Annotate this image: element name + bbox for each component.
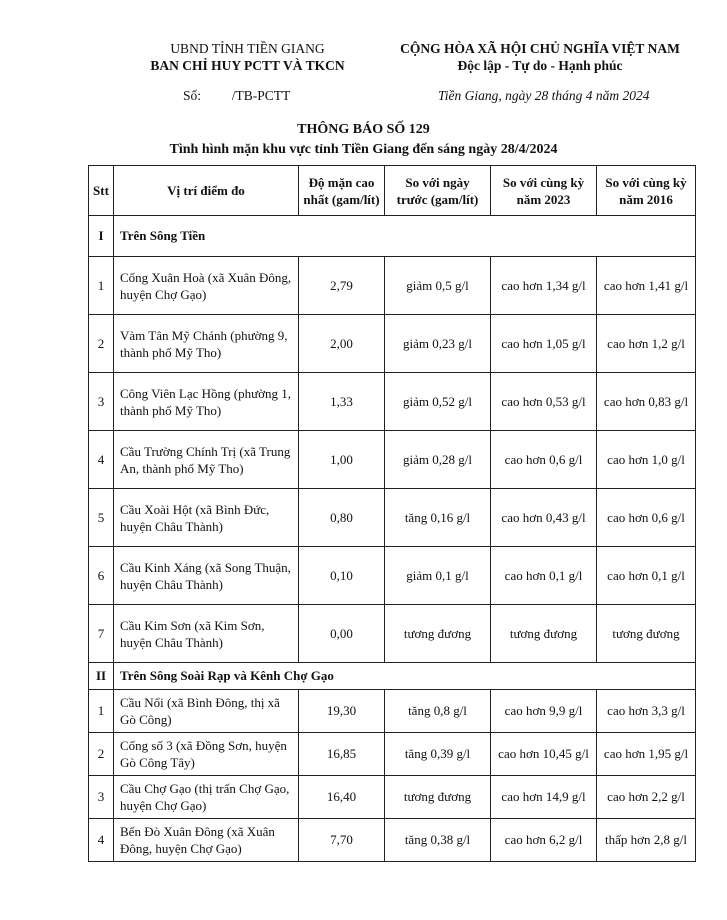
header-vs-2023: So với cùng kỳ năm 2023	[491, 166, 597, 216]
header-vs-2016: So với cùng kỳ năm 2016	[597, 166, 696, 216]
table-row	[89, 690, 696, 733]
cell-location: Cầu Kinh Xáng (xã Song Thuận, huyện Châu Thành)	[114, 547, 299, 605]
cell-vs-2023: cao hơn 14,9 g/l	[491, 776, 597, 819]
cell-vs-previous-day: tăng 0,16 g/l	[385, 489, 491, 547]
cell-vs-2016: cao hơn 0,1 g/l	[597, 547, 696, 605]
cell-location: Công Viên Lạc Hồng (phường 1, thành phố Mỹ Tho)	[114, 373, 299, 431]
table-row	[89, 819, 696, 862]
header-max-salinity: Độ mặn cao nhất (gam/lít)	[299, 166, 385, 216]
section-index: I	[89, 216, 114, 257]
cell-max-salinity: 2,79	[299, 257, 385, 315]
cell-vs-2016: cao hơn 0,83 g/l	[597, 373, 696, 431]
national-motto: Độc lập - Tự do - Hạnh phúc	[457, 58, 623, 73]
cell-stt: 4	[89, 431, 114, 489]
cell-location: Bến Đò Xuân Đông (xã Xuân Đông, huyện Chợ Gạo)	[114, 819, 299, 862]
cell-vs-2016: cao hơn 1,41 g/l	[597, 257, 696, 315]
cell-vs-previous-day: tương đương	[385, 776, 491, 819]
cell-stt: 3	[89, 373, 114, 431]
section-index: II	[89, 663, 114, 690]
table-header-row	[89, 166, 696, 216]
cell-vs-2023: cao hơn 10,45 g/l	[491, 733, 597, 776]
cell-max-salinity: 16,85	[299, 733, 385, 776]
cell-vs-2023: cao hơn 0,6 g/l	[491, 431, 597, 489]
cell-location: Cầu Chợ Gạo (thị trấn Chợ Gạo, huyện Chợ Gạo)	[114, 776, 299, 819]
cell-max-salinity: 0,00	[299, 605, 385, 663]
cell-location: Cống Xuân Hoà (xã Xuân Đông, huyện Chợ Gạo)	[114, 257, 299, 315]
section-row	[89, 216, 696, 257]
cell-max-salinity: 1,33	[299, 373, 385, 431]
salinity-table	[88, 165, 696, 862]
cell-stt: 6	[89, 547, 114, 605]
cell-stt: 1	[89, 690, 114, 733]
table-row	[89, 257, 696, 315]
cell-vs-previous-day: giảm 0,28 g/l	[385, 431, 491, 489]
cell-vs-2023: tương đương	[491, 605, 597, 663]
cell-vs-2016: cao hơn 1,0 g/l	[597, 431, 696, 489]
cell-vs-2023: cao hơn 0,1 g/l	[491, 547, 597, 605]
table-row	[89, 431, 696, 489]
cell-max-salinity: 2,00	[299, 315, 385, 373]
cell-max-salinity: 16,40	[299, 776, 385, 819]
header-stt: Stt	[89, 166, 114, 216]
cell-location: Cầu Xoài Hột (xã Bình Đức, huyện Châu Thành)	[114, 489, 299, 547]
table-row	[89, 315, 696, 373]
cell-vs-previous-day: giảm 0,23 g/l	[385, 315, 491, 373]
cell-stt: 3	[89, 776, 114, 819]
document-date: Tiền Giang, ngày 28 tháng 4 năm 2024	[438, 88, 650, 103]
cell-vs-2023: cao hơn 0,43 g/l	[491, 489, 597, 547]
cell-vs-2016: cao hơn 3,3 g/l	[597, 690, 696, 733]
cell-vs-previous-day: giảm 0,52 g/l	[385, 373, 491, 431]
document-number-label: Số:	[183, 88, 202, 103]
cell-vs-2023: cao hơn 0,53 g/l	[491, 373, 597, 431]
header-vs-previous-day: So với ngày trước (gam/lít)	[385, 166, 491, 216]
cell-location: Vàm Tân Mỹ Chánh (phường 9, thành phố Mỹ Tho)	[114, 315, 299, 373]
cell-max-salinity: 1,00	[299, 431, 385, 489]
cell-location: Cầu Nổi (xã Bình Đông, thị xã Gò Công)	[114, 690, 299, 733]
cell-vs-previous-day: tăng 0,39 g/l	[385, 733, 491, 776]
cell-vs-2016: thấp hơn 2,8 g/l	[597, 819, 696, 862]
national-header	[375, 40, 705, 74]
cell-location: Cầu Kim Sơn (xã Kim Sơn, huyện Châu Thành)	[114, 605, 299, 663]
table-row	[89, 489, 696, 547]
cell-stt: 7	[89, 605, 114, 663]
cell-vs-2023: cao hơn 1,05 g/l	[491, 315, 597, 373]
header-location: Vị trí điểm đo	[114, 166, 299, 216]
cell-vs-previous-day: giảm 0,5 g/l	[385, 257, 491, 315]
section-row	[89, 663, 696, 690]
issuer-header	[120, 40, 375, 74]
table-row	[89, 776, 696, 819]
table-row	[89, 733, 696, 776]
cell-stt: 4	[89, 819, 114, 862]
cell-vs-2016: cao hơn 1,2 g/l	[597, 315, 696, 373]
table-row	[89, 605, 696, 663]
cell-vs-2016: tương đương	[597, 605, 696, 663]
cell-vs-2023: cao hơn 1,34 g/l	[491, 257, 597, 315]
cell-max-salinity: 7,70	[299, 819, 385, 862]
cell-max-salinity: 0,80	[299, 489, 385, 547]
cell-stt: 1	[89, 257, 114, 315]
cell-vs-previous-day: giảm 0,1 g/l	[385, 547, 491, 605]
table-row	[89, 547, 696, 605]
cell-vs-2016: cao hơn 2,2 g/l	[597, 776, 696, 819]
section-title: Trên Sông Soài Rạp và Kênh Chợ Gạo	[114, 663, 696, 690]
cell-location: Cống số 3 (xã Đồng Sơn, huyện Gò Công Tây)	[114, 733, 299, 776]
section-title: Trên Sông Tiền	[114, 216, 696, 257]
cell-vs-2023: cao hơn 6,2 g/l	[491, 819, 597, 862]
cell-stt: 2	[89, 315, 114, 373]
cell-vs-previous-day: tương đương	[385, 605, 491, 663]
table-row	[89, 373, 696, 431]
cell-stt: 5	[89, 489, 114, 547]
national-title: CỘNG HÒA XÃ HỘI CHỦ NGHĨA VIỆT NAM	[400, 41, 680, 56]
document-subtitle: Tình hình mặn khu vực tỉnh Tiền Giang đến sáng ngày 28/4/2024	[169, 142, 558, 157]
issuer-agency: BAN CHỈ HUY PCTT VÀ TKCN	[150, 58, 345, 73]
document-number-value: /TB-PCTT	[231, 88, 291, 103]
issuer-province: UBND TỈNH TIỀN GIANG	[170, 41, 325, 56]
cell-stt: 2	[89, 733, 114, 776]
cell-vs-2016: cao hơn 1,95 g/l	[597, 733, 696, 776]
cell-max-salinity: 0,10	[299, 547, 385, 605]
cell-vs-2023: cao hơn 9,9 g/l	[491, 690, 597, 733]
cell-vs-2016: cao hơn 0,6 g/l	[597, 489, 696, 547]
cell-vs-previous-day: tăng 0,38 g/l	[385, 819, 491, 862]
document-number	[183, 88, 290, 104]
document-title: THÔNG BÁO SỐ 129	[297, 122, 430, 137]
cell-vs-previous-day: tăng 0,8 g/l	[385, 690, 491, 733]
cell-location: Cầu Trường Chính Trị (xã Trung An, thành phố Mỹ Tho)	[114, 431, 299, 489]
cell-max-salinity: 19,30	[299, 690, 385, 733]
